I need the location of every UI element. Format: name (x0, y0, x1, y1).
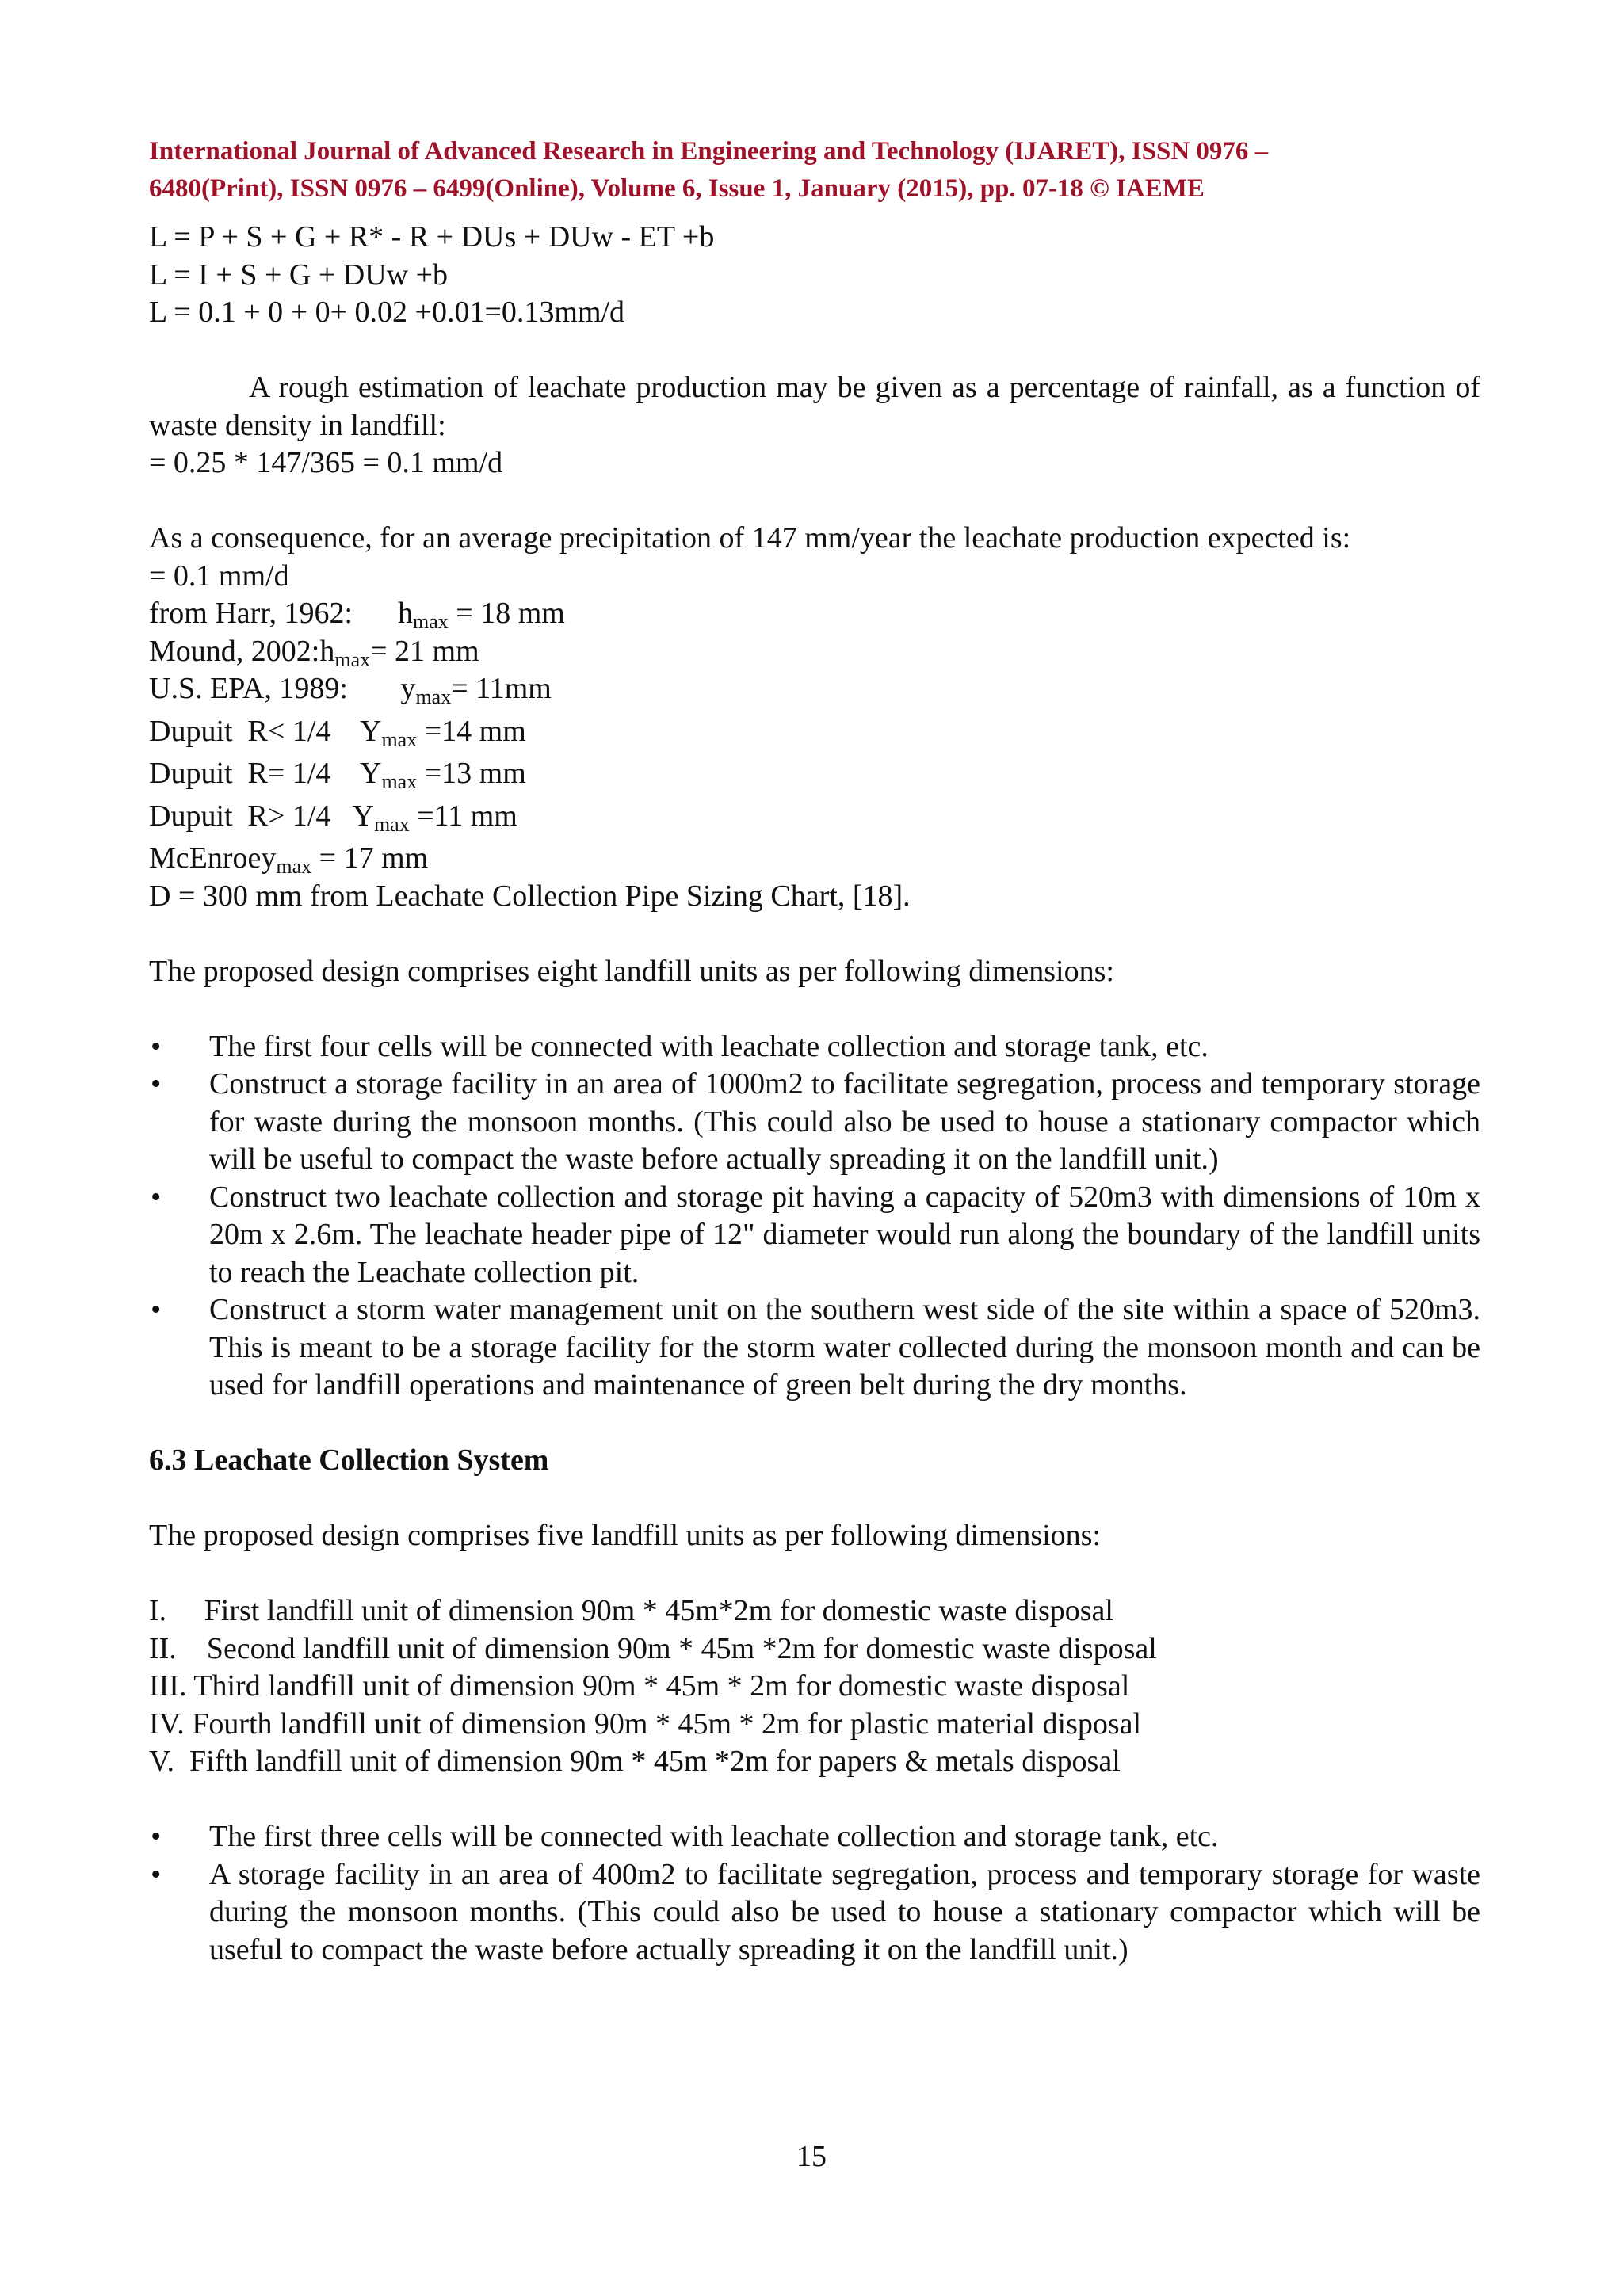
result-line: Dupuit R= 1/4 $Y_{max} =13$ mm (149, 757, 526, 793)
result-line: U.S. EPA, 1989: $y_{max}= 11mm$ (149, 672, 552, 708)
list-item: IV. Fourth landfill unit of dimension 90m * 45m * 2m for plastic material disposal (149, 1707, 1142, 1741)
list-item: • Construct a storm water management unit on the southern west side of the site within a space of 520m3. This is meant to be a storage facility for the storm water collected during the monsoon month and can be used for landfill operations and maintenance of green belt during the dry months. (149, 1291, 1480, 1405)
page-number: 15 (796, 2140, 827, 2173)
consequence-paragraph: As a consequence, for an average precipitation of 147 mm/year the leachate production expected is: (149, 521, 1351, 555)
bullet-icon: • (151, 1029, 162, 1063)
bullet-list-1 (149, 1028, 1480, 1405)
list-item: • A storage facility in an area of 400m2 to facilitate segregation, process and temporary storage for waste during the monsoon months. (This could also be used to house a stationary compactor which will be useful to compact the waste before actually spreading it on the landfill unit.) (149, 1856, 1480, 1970)
design-intro-five: The proposed design comprises five landfill units as per following dimensions: (149, 1519, 1102, 1552)
result-line: from Harr, 1962: $h_{max} = 18$ mm (149, 597, 565, 633)
consequence-value: = 0.1 mm/d (149, 559, 289, 593)
header-line-1: International Journal of Advanced Research in Engineering and Technology (IJARET), ISSN 0976 – (149, 137, 1269, 166)
list-item: • Construct a storage facility in an area of 1000m2 to facilitate segregation, process and temporary storage for waste during the monsoon months. (This could also be used to house a stationary compactor which will be useful to compact the waste before actually spreading it on the landfill unit.) (149, 1066, 1480, 1179)
rough-estimation-paragraph: A rough estimation of leachate production may be given as a percentage of rainfall, as a function of waste density in landfill: (149, 371, 1480, 442)
result-line: Dupuit R> 1/4 $Y_{max} =11$ mm (149, 799, 517, 836)
journal-header (149, 133, 1480, 208)
bullet-icon: • (151, 1180, 162, 1214)
result-line: Dupuit R< 1/4 $Y_{max} =14$ mm (149, 714, 526, 751)
bullet-icon: • (151, 1857, 162, 1891)
list-item: • The first four cells will be connected with leachate collection and storage tank, etc. (149, 1028, 1480, 1066)
page-content (149, 133, 1480, 1969)
bullet-icon: • (151, 1820, 162, 1853)
list-item: II. Second landfill unit of dimension 90m * 45m *2m for domestic waste disposal (149, 1631, 1157, 1665)
list-item: III. Third landfill unit of dimension 90m * 45m * 2m for domestic waste disposal (149, 1669, 1130, 1703)
equation-3: L = 0.1 + 0 + 0+ 0.02 +0.01=0.13mm/d (149, 296, 625, 329)
bullet-icon: • (151, 1067, 162, 1100)
header-line-2: 6480(Print), ISSN 0976 – 6499(Online), Volume 6, Issue 1, January (2015), pp. 07-18 © IAEME (149, 174, 1205, 203)
bullet-icon: • (151, 1293, 162, 1326)
results-list (149, 595, 1480, 878)
section-heading: 6.3 Leachate Collection System (149, 1444, 549, 1477)
list-item: V. Fifth landfill unit of dimension 90m * 45m *2m for papers & metals disposal (149, 1745, 1121, 1778)
equation-1: L = P + S + G + R* - R + DUs + DUw - ET +b (149, 220, 715, 254)
roman-list (149, 1592, 1480, 1781)
result-line: Mound, $2002:h_{max}= 21$ mm (149, 634, 479, 671)
design-intro-eight: The proposed design comprises eight landfill units as per following dimensions: (149, 954, 1114, 988)
list-item: • Construct two leachate collection and storage pit having a capacity of 520m3 with dimensions of 10m x 20m x 2.6m. The leachate header pipe of 12" diameter would run along the boundary of the landfill units to reach the Leachate collection pit. (149, 1179, 1480, 1292)
list-item: • The first three cells will be connected with leachate collection and storage tank, etc. (149, 1818, 1480, 1856)
pipe-sizing-line: D = 300 mm from Leachate Collection Pipe Sizing Chart, [18]. (149, 879, 911, 913)
bullet-list-2 (149, 1818, 1480, 1969)
list-item: I. First landfill unit of dimension 90m * 45m*2m for domestic waste disposal (149, 1594, 1113, 1627)
equation-2: L = I + S + G + DUw +b (149, 257, 449, 292)
result-line: McEnroey$_{max}$ = 17 mm (149, 841, 429, 878)
rough-estimation-value: = 0.25 * 147/365 = 0.1 mm/d (149, 446, 503, 479)
